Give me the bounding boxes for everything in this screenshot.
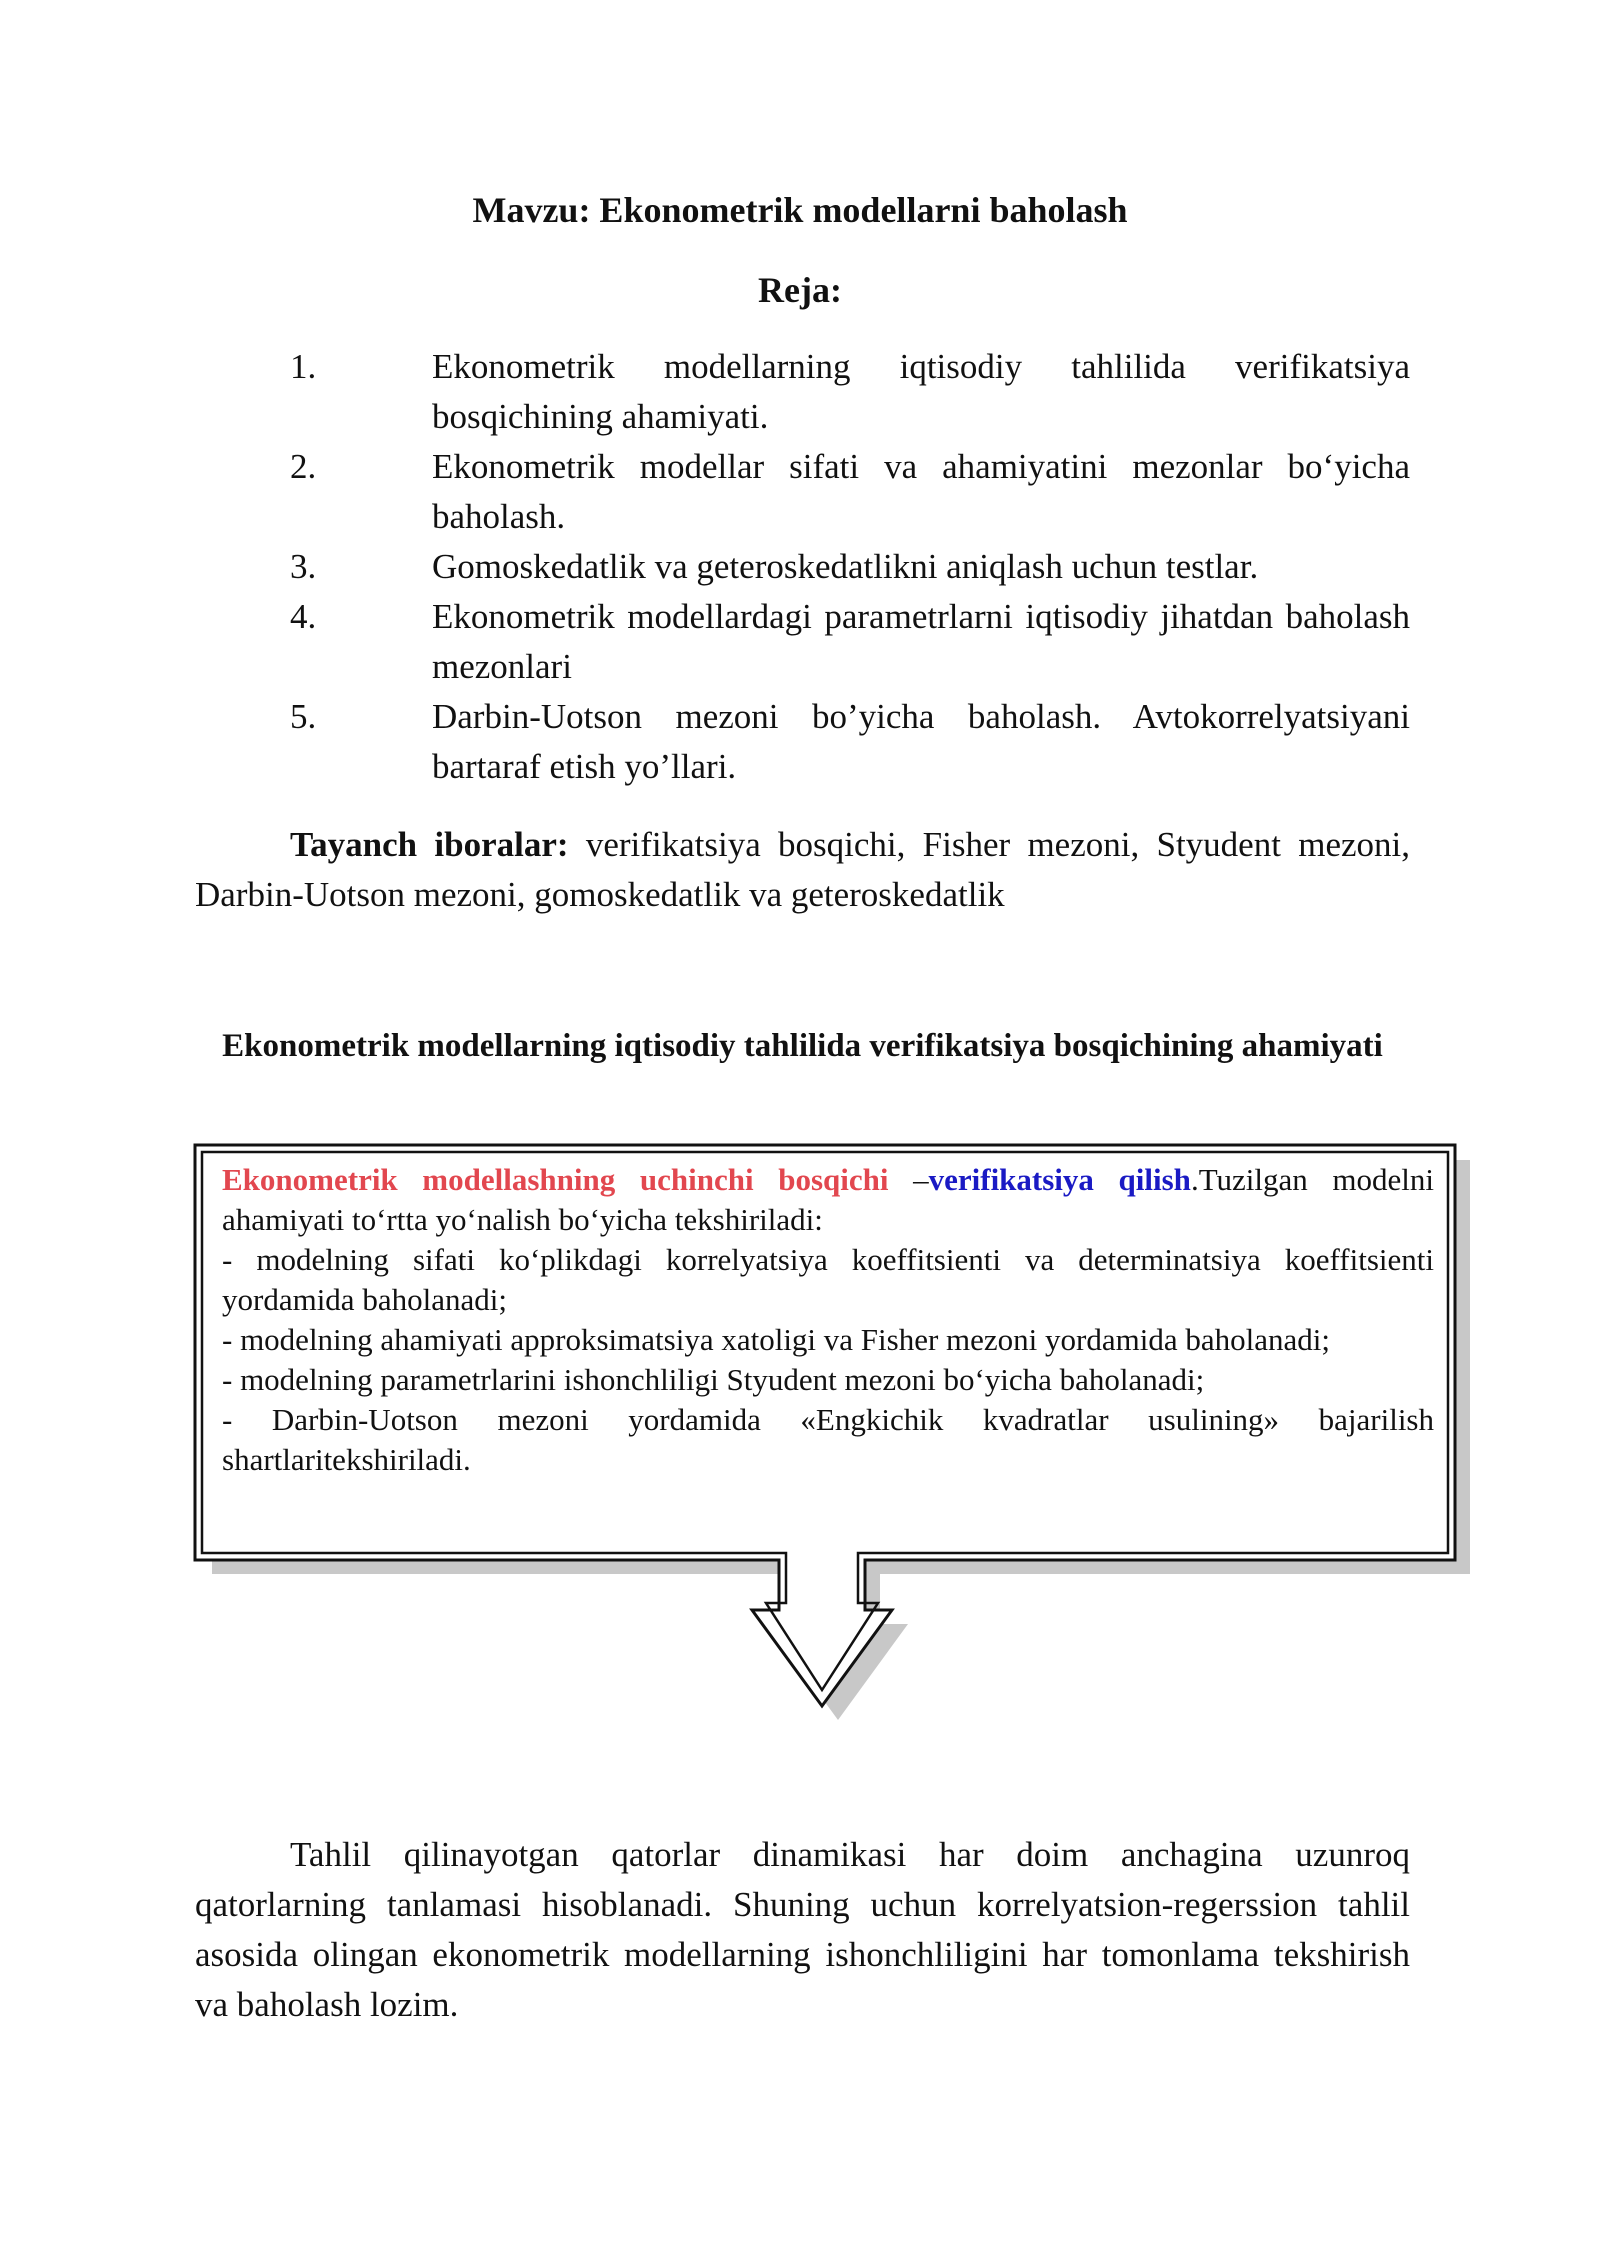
plan-item	[290, 342, 1410, 442]
plan-item-text: Gomoskedatlik va geteroskedatlikni aniqlash uchun testlar.	[432, 547, 1259, 586]
plan-item-number: 3.	[290, 547, 317, 586]
keywords-label: Tayanch iboralar:	[290, 825, 569, 864]
plan-item-number: 2.	[290, 447, 317, 486]
callout-intro	[222, 1160, 1434, 1240]
plan-list	[290, 342, 1410, 792]
plan-item	[290, 692, 1410, 792]
callout-red-text: Ekonometrik modellashning uchinchi bosqichi	[222, 1162, 889, 1197]
plan-title: Reja:	[758, 270, 842, 310]
callout-point: - modelning parametrlarini ishonchliligi Styudent mezoni bo‘yicha baholanadi;	[222, 1362, 1205, 1397]
plan-item-text: Darbin-Uotson mezoni bo’yicha baholash. Avtokorrelyatsiyani bartaraf etish yo’llari.	[432, 697, 1410, 786]
plan-item-number: 5.	[290, 697, 317, 736]
plan-item-text: Ekonometrik modellarning iqtisodiy tahlilida verifikatsiya bosqichining ahamiyati.	[432, 347, 1410, 436]
plan-item-text: Ekonometrik modellar sifati va ahamiyatini mezonlar bo‘yicha baholash.	[432, 447, 1410, 536]
callout-point: - modelning ahamiyati approksimatsiya xatoligi va Fisher mezoni yordamida baholanadi;	[222, 1322, 1330, 1357]
keywords-paragraph	[195, 820, 1410, 920]
plan-item	[290, 442, 1410, 542]
plan-item-number: 4.	[290, 597, 317, 636]
plan-item	[290, 592, 1410, 692]
callout-dash: –	[888, 1162, 929, 1197]
section-heading: Ekonometrik modellarning iqtisodiy tahlilida verifikatsiya bosqichining ahamiyati	[222, 1028, 1383, 1064]
callout-blue-text: verifikatsiya qilish	[928, 1162, 1191, 1197]
keywords-text: verifikatsiya bosqichi, Fisher mezoni, Styudent mezoni, Darbin-Uotson mezoni, gomoskedatlik va geteroskedatlik	[195, 825, 1410, 914]
callout-text	[222, 1160, 1434, 1480]
plan-item	[290, 542, 1410, 592]
callout-intro-rest: .Tuzilgan modelni ahamiyati to‘rtta yo‘nalish bo‘yicha tekshiriladi:	[222, 1162, 1434, 1237]
callout-point: - modelning sifati ko‘plikdagi korrelyatsiya koeffitsienti va determinatsiya koeffitsienti yordamida baholanadi;	[222, 1242, 1434, 1317]
page-title: Mavzu: Ekonometrik modellarni baholash	[472, 190, 1128, 230]
plan-item-text: Ekonometrik modellardagi parametrlarni iqtisodiy jihatdan baholash mezonlari	[432, 597, 1410, 686]
body-paragraph: Tahlil qilinayotgan qatorlar dinamikasi har doim anchagina uzunroq qatorlarning tanlamasi hisoblanadi. Shuning uchun korrelyatsion-regerssion tahlil asosida olingan ekonometrik modellarning ishonchliligini har tomonlama tekshirish va baholash lozim.	[195, 1835, 1410, 2024]
callout-point: - Darbin-Uotson mezoni yordamida «Engkichik kvadratlar usulining» bajarilish shartlaritekshiriladi.	[222, 1402, 1434, 1477]
plan-item-number: 1.	[290, 347, 317, 386]
